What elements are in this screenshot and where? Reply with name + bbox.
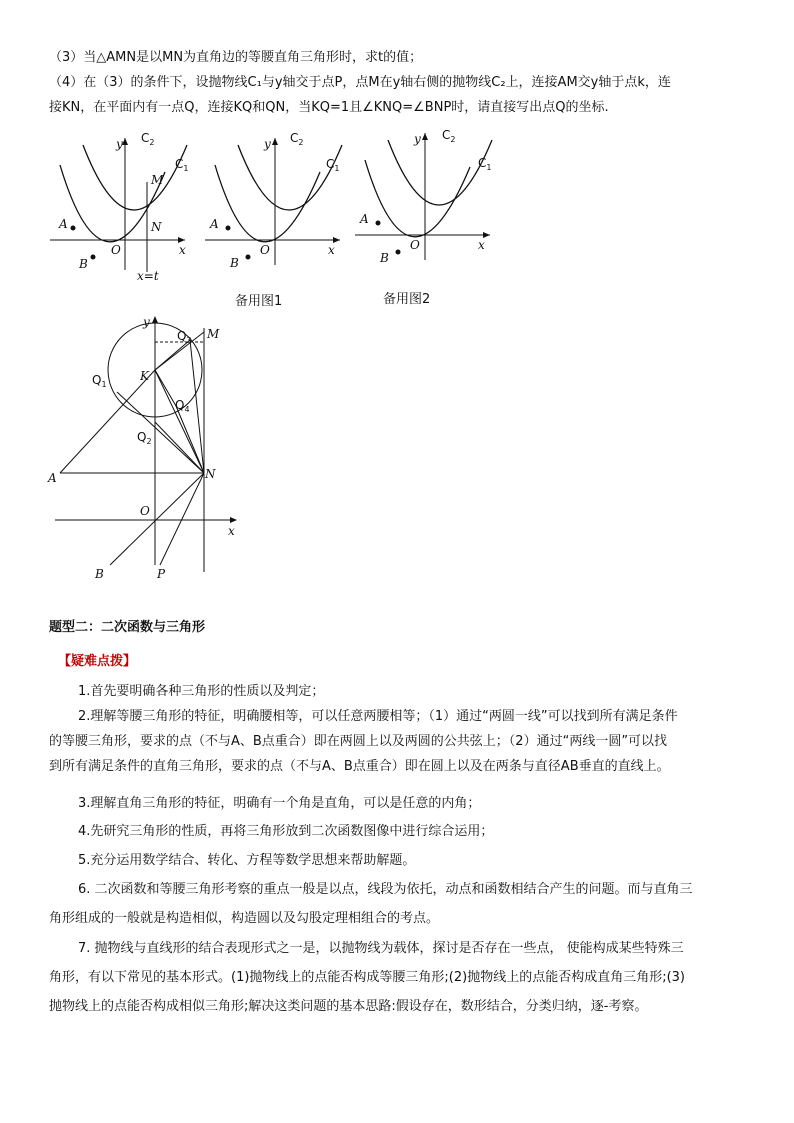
label-a: A: [210, 217, 219, 231]
caption-backup-1: 备用图1: [235, 294, 283, 309]
label-q4: $Q_4$: [175, 398, 190, 414]
label-m: M: [151, 173, 164, 187]
list-item: 抛物线上的点能否构成相似三角形;解决这类问题的基本思路:假设存在，数形结合，分类归纳，逐-考察。: [49, 999, 648, 1014]
list-item: 4.先研究三角形的性质，再将三角形放到二次函数图像中进行综合运用；: [78, 824, 494, 839]
label-c2: $C_2$: [141, 131, 155, 147]
label-q3: $Q_3$: [177, 329, 192, 345]
label-c1: $C_1$: [478, 156, 492, 172]
label-o: O: [140, 504, 150, 518]
figure-main: [45, 130, 190, 285]
label-p: P: [157, 567, 166, 581]
label-o: O: [410, 238, 420, 252]
label-c2: $C_2$: [290, 131, 304, 147]
label-c1: $C_1$: [326, 157, 340, 173]
label-y: y: [264, 137, 271, 151]
label-k: K: [140, 369, 149, 383]
question-4-line1: （4）在（3）的条件下，设抛物线C₁与y轴交于点P，点M在y轴右侧的抛物线C₂上，连接AM交y轴于点k，连: [49, 75, 671, 90]
label-c2: $C_2$: [442, 128, 456, 144]
label-o: O: [111, 243, 121, 257]
list-item: 2.理解等腰三角形的特征，明确腰相等，可以任意两腰相等；（1）通过“两圆一线”可以找到所有满足条件: [78, 709, 678, 724]
label-q1: $Q_1$: [92, 373, 107, 389]
list-item: 7. 抛物线与直线形的结合表现形式之一是，以抛物线为载体，探讨是否存在一些点， 使能构成某些特殊三: [78, 941, 684, 956]
label-b: B: [230, 256, 239, 270]
figure-solution: [45, 310, 245, 585]
list-item: 角形，有以下常见的基本形式。(1)抛物线上的点能否构成等腰三角形;(2)抛物线上的点能否构成直角三角形;(3): [49, 970, 686, 985]
label-x: x: [228, 524, 235, 538]
list-item: 3.理解直角三角形的特征，明确有一个角是直角，可以是任意的内角；: [78, 796, 481, 811]
label-b: B: [380, 251, 389, 265]
label-c1: $C_1$: [175, 157, 189, 173]
label-y: y: [143, 315, 150, 329]
label-n: N: [205, 467, 216, 481]
list-item: 6. 二次函数和等腰三角形考察的重点一般是以点，线段为依托，动点和函数相结合产生的问题。而与直角三: [78, 882, 693, 897]
list-item: 1.首先要明确各种三角形的性质以及判定；: [78, 684, 325, 699]
label-n: N: [151, 220, 162, 234]
label-b: B: [79, 257, 88, 271]
list-item: 5.充分运用数学结合、转化、方程等数学思想来帮助解题。: [78, 853, 416, 868]
section-title: 题型二：二次函数与三角形: [49, 620, 206, 635]
question-3: （3）当△AMN是以MN为直角边的等腰直角三角形时，求t的值；: [49, 50, 423, 65]
list-item: 到所有满足条件的直角三角形，要求的点（不与A、B点重合）即在圆上以及在两条与直径AB垂直的直线上。: [49, 759, 670, 774]
label-y: y: [414, 132, 421, 146]
section-tag: 【疑难点拨】: [58, 654, 137, 669]
label-a: A: [360, 212, 369, 226]
label-y: y: [116, 137, 123, 151]
label-xt: x=t: [137, 269, 159, 283]
label-m: M: [207, 327, 220, 341]
question-4-line2: 接KN，在平面内有一点Q，连接KQ和QN，当KQ=1且∠KNQ=∠BNP时，请直接写出点Q的坐标.: [49, 100, 609, 115]
caption-backup-2: 备用图2: [383, 292, 431, 307]
label-x: x: [478, 238, 485, 252]
label-a: A: [48, 471, 57, 485]
label-x: x: [328, 243, 335, 257]
label-a: A: [59, 217, 68, 231]
list-item: 角形组成的一般就是构造相似，构造圆以及勾股定理相组合的考点。: [49, 911, 440, 926]
label-x: x: [179, 243, 186, 257]
label-q2: $Q_2$: [137, 430, 152, 446]
figure-backup-2: [350, 125, 495, 270]
list-item: 的等腰三角形，要求的点（不与A、B点重合）即在两圆上以及两圆的公共弦上；（2）通过“两线一圆”可以找: [49, 734, 668, 749]
label-o: O: [260, 243, 270, 257]
label-b: B: [95, 567, 104, 581]
figure-backup-1: [200, 130, 345, 275]
